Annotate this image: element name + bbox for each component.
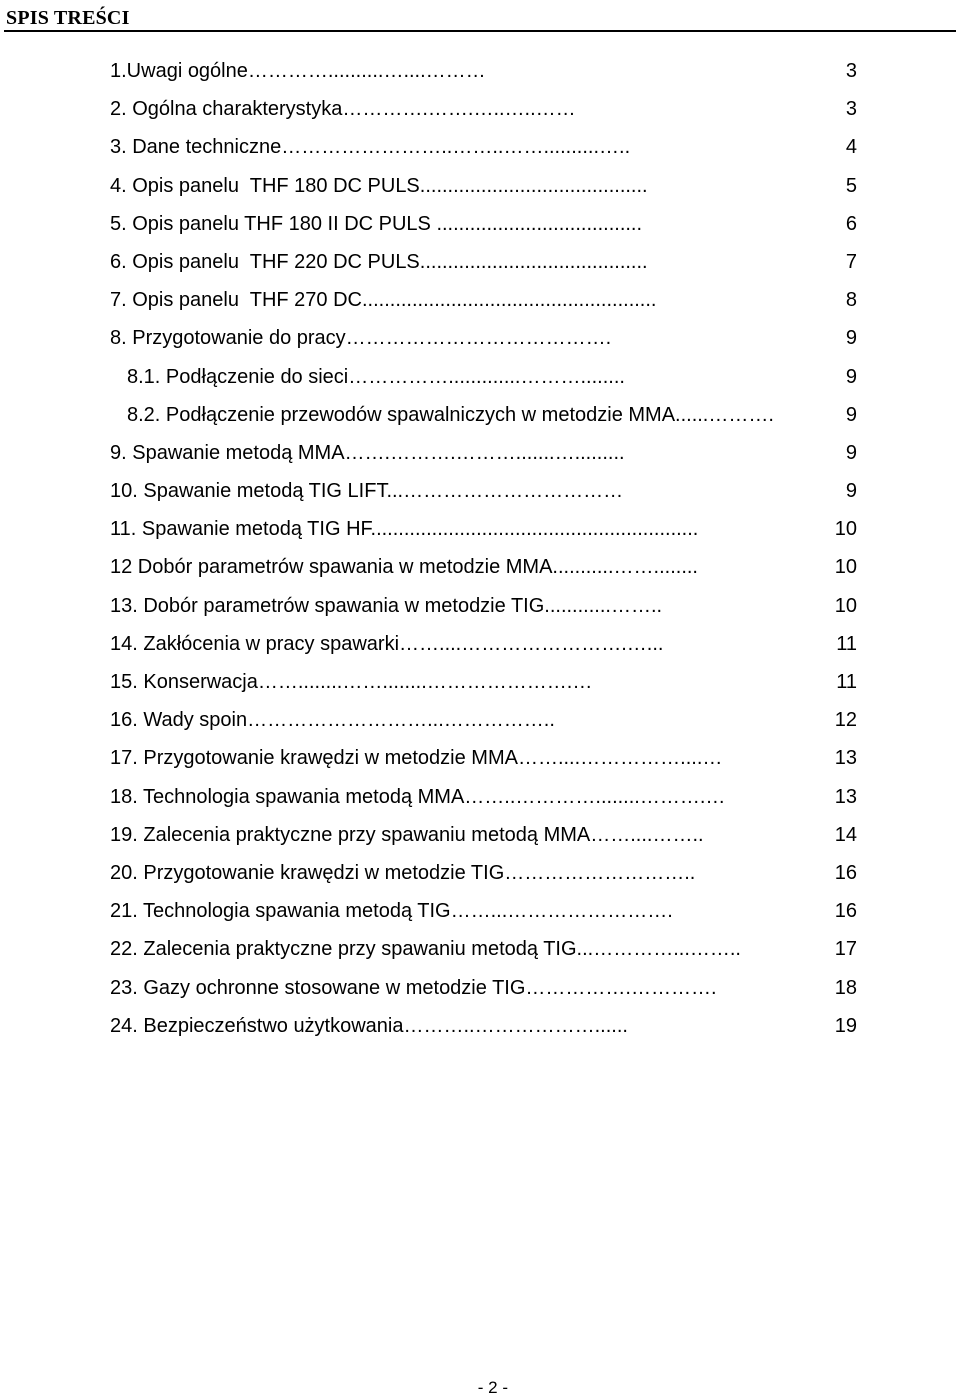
toc-entry[interactable] — [0, 281, 960, 319]
page-number-text: - 2 - — [477, 1378, 508, 1397]
toc-entry-page: 10 — [834, 594, 857, 617]
toc-entry-page: 6 — [845, 212, 857, 235]
toc-entry-page: 9 — [845, 403, 857, 426]
page-title: SPIS TREŚCI — [6, 7, 130, 29]
toc-entry-page: 7 — [845, 250, 857, 273]
toc-entry-title: 8.2. Podłączenie przewodów spawalniczych w metodzie MMA......………. — [127, 403, 774, 426]
toc-entry[interactable] — [0, 1007, 960, 1045]
toc-entry[interactable] — [0, 90, 960, 128]
toc-entry[interactable] — [0, 778, 960, 816]
toc-entry-title: 22. Zalecenia praktyczne przy spawaniu metodą TIG...…………...…….. — [110, 938, 741, 961]
toc-entry-page: 3 — [845, 98, 857, 121]
toc-entry-page: 3 — [845, 60, 857, 82]
toc-entry[interactable] — [0, 892, 960, 930]
toc-entry-title: 5. Opis panelu THF 180 II DC PULS ..................................... — [110, 212, 643, 235]
toc-entry[interactable] — [0, 587, 960, 625]
toc-entry-title: 23. Gazy ochronne stosowane w metodzie TIG…………….…………. — [110, 976, 717, 999]
toc-entry-page: 11 — [836, 671, 857, 693]
toc-entry[interactable] — [0, 205, 960, 243]
page-number — [0, 1378, 960, 1398]
toc-entry-title: 18. Technologia spawania metodą MMA……..…………........……….… — [110, 785, 726, 808]
table-of-contents — [0, 52, 960, 1045]
toc-entry-title: 6. Opis panelu THF 220 DC PULS......................................... — [110, 250, 648, 273]
toc-entry[interactable] — [0, 472, 960, 510]
toc-entry-title: 16. Wady spoin………………………...…………….. — [110, 709, 555, 732]
toc-entry[interactable] — [0, 548, 960, 586]
toc-entry-page: 14 — [834, 823, 857, 846]
toc-entry[interactable] — [0, 52, 960, 90]
toc-entry[interactable] — [0, 396, 960, 434]
toc-entry-title: 17. Przygotowanie krawędzi w metodzie MMA……....……………....… — [110, 747, 723, 770]
toc-entry-page: 18 — [834, 976, 857, 999]
toc-entry-title: 24. Bezpieczeństwo użytkowania………..………………...... — [110, 1014, 628, 1037]
toc-entry-title: 13. Dobór parametrów spawania w metodzie TIG............…….. — [110, 594, 663, 617]
toc-entry-page: 16 — [834, 861, 857, 884]
toc-entry-title: 2. Ogólna charakterystyka………….…….…..…..…… — [110, 98, 576, 121]
toc-entry-title: 8. Przygotowanie do pracy…………………………………. — [110, 327, 612, 350]
toc-entry-page: 12 — [834, 709, 857, 732]
toc-entry-page: 9 — [845, 365, 857, 388]
toc-entry-title: 11. Spawanie metodą TIG HF........................................................... — [110, 518, 699, 541]
toc-entry-title: 3. Dane techniczne……………………..……..……..........….. — [110, 136, 631, 159]
toc-entry-title: 4. Opis panelu THF 180 DC PULS......................................... — [110, 174, 648, 197]
toc-entry[interactable] — [0, 854, 960, 892]
toc-entry-title: 20. Przygotowanie krawędzi w metodzie TIG……………………….. — [110, 861, 696, 884]
toc-entry-page: 13 — [834, 747, 857, 770]
toc-entry[interactable] — [0, 663, 960, 701]
toc-entry-page: 10 — [834, 518, 857, 541]
toc-entry-title: 21. Technologia spawania metodą TIG……...……………………. — [110, 900, 673, 923]
toc-entry-title: 14. Zakłócenia w pracy spawarki……....…………………….…... — [110, 632, 664, 655]
toc-entry[interactable] — [0, 128, 960, 166]
toc-entry-page: 16 — [834, 900, 857, 923]
toc-entry-page: 17 — [834, 938, 857, 961]
toc-entry[interactable] — [0, 243, 960, 281]
toc-entry[interactable] — [0, 319, 960, 357]
toc-entry-title: 1.Uwagi ogólne…………..........…....……… — [110, 60, 486, 82]
toc-entry[interactable] — [0, 930, 960, 968]
toc-entry-title: 12 Dobór parametrów spawania w metodzie MMA...........……........ — [110, 556, 698, 579]
toc-entry[interactable] — [0, 167, 960, 205]
toc-entry-title: 10. Spawanie metodą TIG LIFT...…………………………… — [110, 480, 624, 503]
toc-entry-title: 15. Konserwacja……........……........………………….… — [110, 671, 593, 693]
page-header — [4, 4, 956, 32]
toc-entry-page: 10 — [834, 556, 857, 579]
toc-entry[interactable] — [0, 969, 960, 1007]
toc-entry[interactable] — [0, 701, 960, 739]
toc-entry-title: 8.1. Podłączenie do sieci…………….............………........ — [127, 365, 625, 388]
toc-entry-page: 9 — [845, 327, 857, 350]
toc-entry-page: 4 — [845, 136, 857, 159]
toc-entry-page: 9 — [845, 441, 857, 464]
toc-entry[interactable] — [0, 510, 960, 548]
toc-entry[interactable] — [0, 739, 960, 777]
toc-entry-page: 11 — [836, 632, 857, 655]
toc-entry[interactable] — [0, 816, 960, 854]
toc-entry[interactable] — [0, 358, 960, 396]
toc-entry-page: 5 — [845, 174, 857, 197]
toc-entry-title: 7. Opis panelu THF 270 DC..................................................... — [110, 289, 657, 312]
toc-entry-page: 19 — [834, 1014, 857, 1037]
toc-entry-title: 9. Spawanie metodą MMA…….……….……….......…......... — [110, 441, 625, 464]
toc-entry-title: 19. Zalecenia praktyczne przy spawaniu metodą MMA……....…….. — [110, 823, 704, 846]
toc-entry[interactable] — [0, 625, 960, 663]
toc-entry-page: 13 — [834, 785, 857, 808]
toc-entry-page: 8 — [845, 289, 857, 312]
toc-entry[interactable] — [0, 434, 960, 472]
toc-entry-page: 9 — [845, 480, 857, 503]
